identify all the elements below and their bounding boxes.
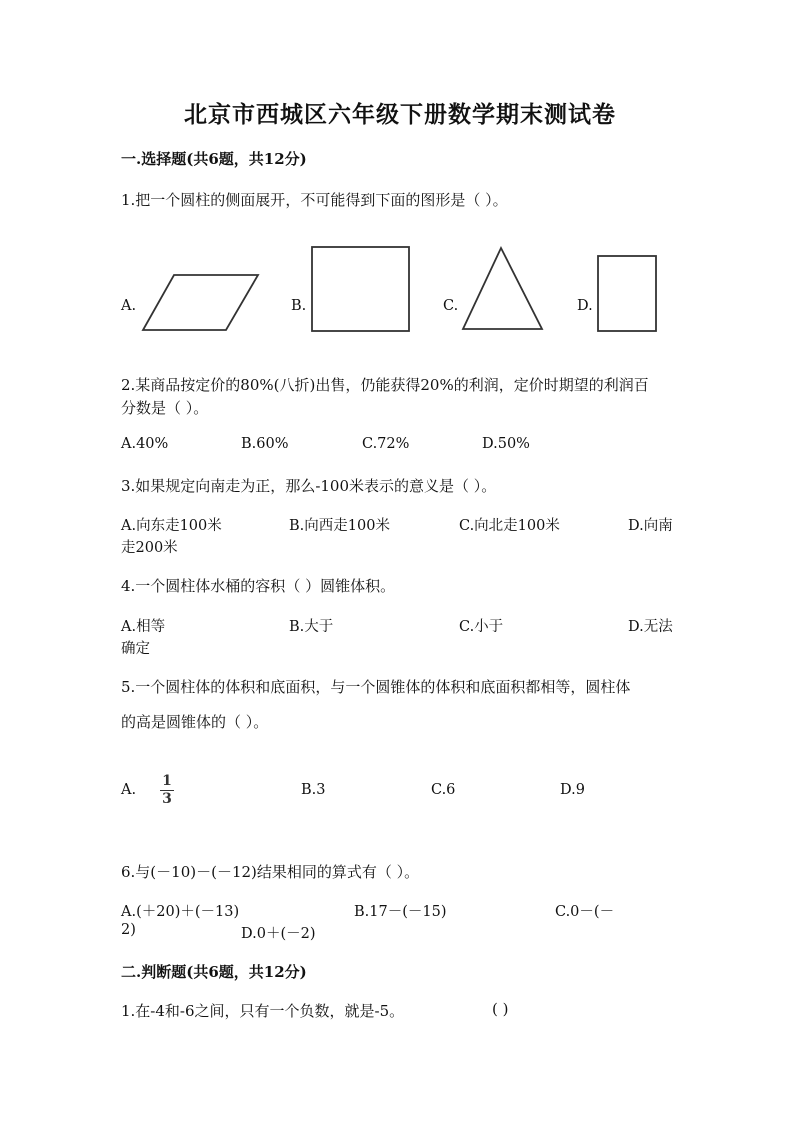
q3-option-d: D.向南 xyxy=(628,518,673,534)
rectangle-figure xyxy=(596,254,658,334)
q1-option-d-label: D. xyxy=(577,298,593,314)
question-1-text: 1.把一个圆柱的侧面展开，不可能得到下面的图形是（ ）。 xyxy=(121,191,508,209)
one-third-fraction xyxy=(160,774,174,807)
q4-option-b: B.大于 xyxy=(289,619,334,635)
question-6-text: 6.与(－10)－(－12)结果相同的算式有（ ）。 xyxy=(121,863,420,881)
question-5-line2: 的高是圆锥体的（ ）。 xyxy=(121,713,269,731)
question-2-line2: 分数是（ ）。 xyxy=(121,399,209,417)
parallelogram-figure xyxy=(140,272,262,334)
section-heading-judgment: 二.判断题(共6题，共12分) xyxy=(121,963,307,981)
fraction-numerator: 1 xyxy=(162,773,172,789)
q6-option-c: C.0－(－ xyxy=(555,904,615,920)
q2-option-a: A.40% xyxy=(121,436,169,452)
q3-option-a: A.向东走100米 xyxy=(121,518,222,534)
judgment-answer-paren: ( ) xyxy=(492,1000,509,1018)
q4-option-d-wrap: 确定 xyxy=(121,641,150,657)
q3-option-d-wrap: 走200米 xyxy=(121,540,178,556)
q4-option-a: A.相等 xyxy=(121,619,166,635)
q1-option-a-label: A. xyxy=(121,298,137,314)
triangle-figure xyxy=(460,245,546,333)
section-heading-choice: 一.选择题(共6题，共12分) xyxy=(121,150,307,168)
q5-option-c: C.6 xyxy=(431,782,456,798)
q6-option-b: B.17－(－15) xyxy=(354,904,447,920)
q5-option-d: D.9 xyxy=(560,782,585,798)
question-2-line1: 2.某商品按定价的80%(八折)出售，仍能获得20%的利润，定价时期望的利润百 xyxy=(121,376,649,394)
q2-option-b: B.60% xyxy=(241,436,289,452)
q5-option-a-label: A. xyxy=(121,782,137,798)
q3-option-c: C.向北走100米 xyxy=(459,518,560,534)
q2-option-d: D.50% xyxy=(482,436,530,452)
q1-option-b-label: B. xyxy=(291,298,307,314)
q6-option-a: A.(＋20)＋(－13) xyxy=(121,904,240,920)
judgment-question-1-text: 1.在-4和-6之间，只有一个负数，就是-5。 xyxy=(121,1002,405,1020)
question-4-text: 4.一个圆柱体水桶的容积（ ）圆锥体积。 xyxy=(121,577,396,595)
q6-option-c-wrap: 2) xyxy=(121,922,136,938)
q1-option-c-label: C. xyxy=(443,298,459,314)
q5-option-b: B.3 xyxy=(301,782,326,798)
fraction-denominator: 3 xyxy=(162,791,172,807)
q6-option-d: D.0＋(－2) xyxy=(241,926,316,942)
q3-option-b: B.向西走100米 xyxy=(289,518,390,534)
page-title: 北京市西城区六年级下册数学期末测试卷 xyxy=(184,101,616,128)
question-5-line1: 5.一个圆柱体的体积和底面积，与一个圆锥体的体积和底面积都相等，圆柱体 xyxy=(121,678,631,696)
q4-option-d: D.无法 xyxy=(628,619,673,635)
q2-option-c: C.72% xyxy=(362,436,410,452)
q4-option-c: C.小于 xyxy=(459,619,504,635)
square-figure xyxy=(310,245,412,334)
question-3-text: 3.如果规定向南走为正，那么-100米表示的意义是（ ）。 xyxy=(121,477,497,495)
